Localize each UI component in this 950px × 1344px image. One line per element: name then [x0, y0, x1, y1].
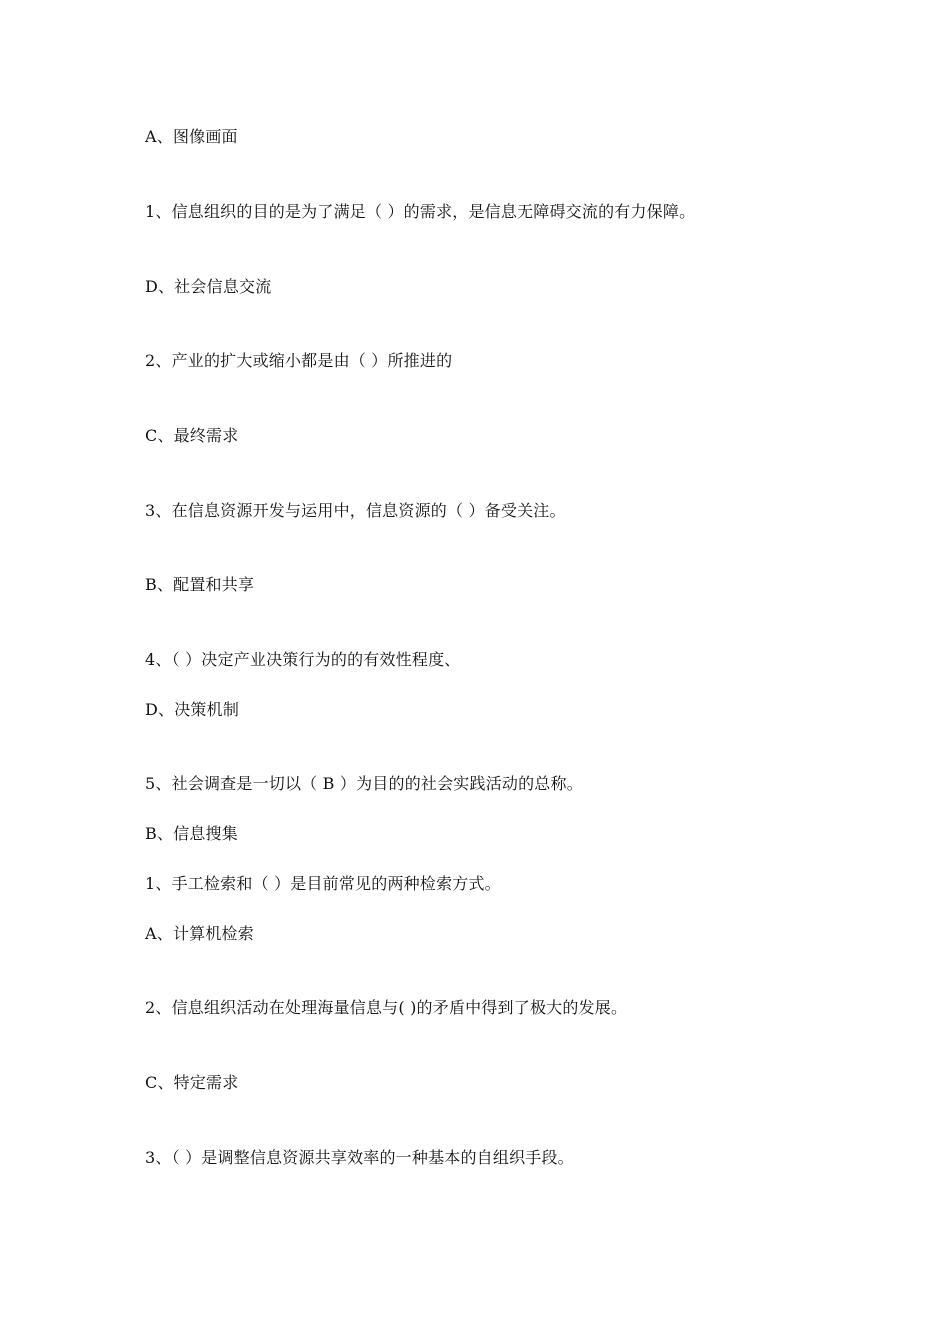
question-line: 1、信息组织的目的是为了满足（ ）的需求，是信息无障碍交流的有力保障。: [145, 202, 696, 221]
answer-line: D、决策机制: [145, 700, 240, 719]
question-line: 4、（ ）决定产业决策行为的的有效性程度、: [145, 650, 461, 669]
answer-line: D、社会信息交流: [145, 277, 272, 296]
answer-line: A、图像画面: [145, 127, 238, 146]
question-line: 1、手工检索和（ ）是目前常见的两种检索方式。: [145, 874, 501, 893]
question-line: 3、在信息资源开发与运用中，信息资源的（ ）备受关注。: [145, 501, 566, 520]
answer-line: B、信息搜集: [145, 824, 238, 843]
question-line: 5、社会调查是一切以（ B ）为目的的社会实践活动的总称。: [145, 774, 583, 793]
answer-line: B、配置和共享: [145, 575, 255, 594]
answer-line: C、最终需求: [145, 426, 239, 445]
question-line: 2、信息组织活动在处理海量信息与( )的矛盾中得到了极大的发展。: [145, 998, 628, 1017]
answer-line: A、计算机检索: [145, 924, 254, 943]
answer-line: C、特定需求: [145, 1073, 239, 1092]
question-line: 3、（ ）是调整信息资源共享效率的一种基本的自组织手段。: [145, 1148, 574, 1167]
question-line: 2、产业的扩大或缩小都是由（ ）所推进的: [145, 351, 453, 370]
